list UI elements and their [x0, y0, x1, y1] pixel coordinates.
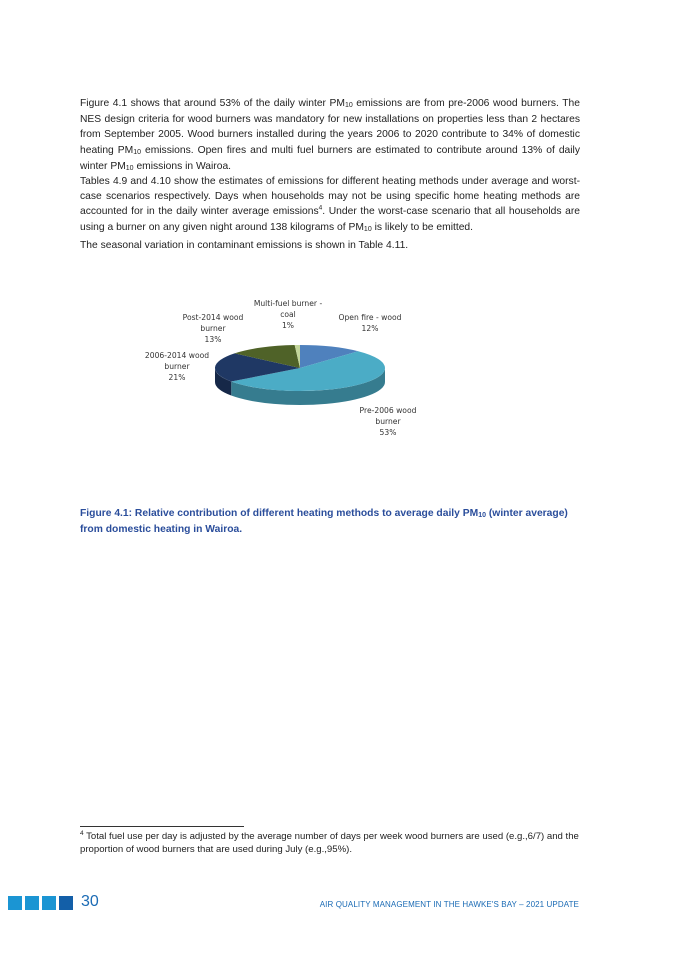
- footnote: $^4$ Total fuel use per day is adjusted by the average number of days per week wood burners are used (e.g.,6/7) and the proportion of wood burners that are used during July (e.g.,95%).: [80, 829, 579, 855]
- figure-caption: Figure 4.1: Relative contribution of different heating methods to average daily PM10 (winter average) from domestic heating in Wairoa.: [80, 508, 568, 535]
- running-title: AIR QUALITY MANAGEMENT IN THE HAWKE'S BAY – 2021 UPDATE: [319, 900, 579, 909]
- paragraph-seasonal-variation: The seasonal variation in contaminant emissions is shown in Table 4.11.: [80, 240, 409, 251]
- pie-label-post-2014-wood-burner: Post-2014 wood burner 13%: [182, 313, 244, 344]
- paragraph-emission-tables: Tables 4.9 and 4.10 show the estimates of emissions for different heating methods under average and worst-case scenarios respectively. Days when households may not be using specific home heating methods are accounted for in the daily winter average emissions$^4$. Under the worst-case scenario that all households are using a burner on any given night around 138 kilograms of PM10 is likely to be emitted.: [80, 176, 580, 233]
- pie-label-pre-2006-wood-burner: Pre-2006 wood burner 53%: [359, 406, 417, 437]
- footnote-reference: 4: [318, 204, 323, 212]
- pie-label-2006-2014-wood-burner: 2006-2014 wood burner 21%: [144, 351, 210, 382]
- paragraph-emission-share: Figure 4.1 shows that around 53% of the daily winter PM10 emissions are from pre-2006 wood burners. The NES design criteria for wood burners was mandatory for new installations on properties less than 2 hectares from September 2005. Wood burners installed during the years 2006 to 2020 contribute to 34% of domestic heating PM10 emissions. Open fires and multi fuel burners are estimated to contribute around 13% of daily winter PM10 emissions in Wairoa.: [80, 98, 580, 172]
- footer-squares-decoration: [8, 896, 73, 910]
- footnote-marker: 4: [80, 829, 84, 837]
- pie-label-open-fire-wood: Open fire - wood 12%: [338, 313, 402, 333]
- footnote-divider: [80, 826, 244, 827]
- page-number: 30: [81, 893, 99, 910]
- pie-chart: [130, 295, 440, 460]
- pie-label-multi-fuel-burner-coal: Multi-fuel burner -coal 1%: [253, 299, 323, 330]
